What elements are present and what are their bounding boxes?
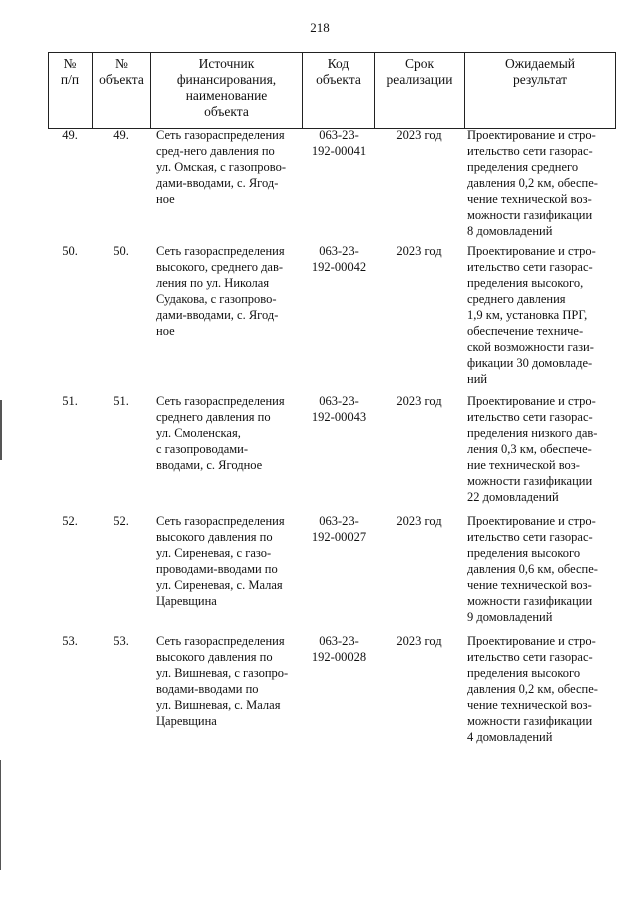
row-code: 063-23- 192-00042 — [311, 244, 367, 274]
row-object: 52. — [113, 514, 129, 528]
row-code: 063-23- 192-00028 — [311, 634, 367, 664]
row-code: 063-23- 192-00043 — [311, 394, 367, 424]
header-object — [92, 53, 150, 128]
header-code — [302, 53, 374, 128]
row-source: Сеть газораспределения высокого давления по ул. Сиреневая, с газо- проводами-вводами по ул. Сиреневая, с. Малая Царевщина — [156, 514, 285, 608]
row-result: Проектирование и стро- ительство сети газорас- пределения высокого давления 0,2 км, обеспе- чение технической воз- можности газификации 4 домовладений — [467, 634, 598, 744]
header-source-text: Источник финансирования, наименование объекта — [176, 56, 277, 119]
row-term: 2023 год — [396, 394, 442, 408]
row-source: Сеть газораспределения сред-него давления по ул. Омская, с газопрово- дами-вводами, с. Ягод- ное — [156, 128, 286, 206]
row-result: Проектирование и стро- ительство сети газорас- пределения высокого давления 0,6 км, обеспе- чение технической воз- можности газификации 9 домовладений — [467, 514, 598, 624]
row-term: 2023 год — [396, 128, 442, 142]
row-object: 53. — [113, 634, 129, 648]
row-object: 50. — [113, 244, 129, 258]
scan-margin-mark — [0, 760, 1, 870]
row-object: 49. — [113, 128, 129, 142]
row-code: 063-23- 192-00041 — [311, 128, 367, 158]
header-term-text: Срок реализации — [386, 56, 453, 87]
table-header — [48, 52, 616, 129]
row-result: Проектирование и стро- ительство сети газорас- пределения низкого дав- ления 0,3 км, обеспече- ние технической воз- можности газификации 22 домовладений — [467, 394, 598, 504]
row-result: Проектирование и стро- ительство сети газорас- пределения среднего давления 0,2 км, обеспе- чение технической воз- можности газификации 8 домовладений — [467, 128, 598, 238]
row-result: Проектирование и стро- ительство сети газорас- пределения высокого, среднего давления 1,9 км, установка ПРГ, обеспечение техниче- ской возможности гази- фикации 30 домовладе- ний — [467, 244, 596, 386]
row-num: 52. — [62, 514, 78, 528]
row-source: Сеть газораспределения высокого, среднего дав- ления по ул. Николая Судакова, с газопрово- дами-вводами, с. Ягод- ное — [156, 244, 285, 338]
row-term: 2023 год — [396, 634, 442, 648]
row-num: 53. — [62, 634, 78, 648]
header-result-text: Ожидаемый результат — [505, 56, 575, 87]
header-term — [374, 53, 464, 128]
header-num-text: № п/п — [60, 56, 80, 87]
row-source: Сеть газораспределения высокого давления по ул. Вишневая, с газопро- водами-вводами по ул. Вишневая, с. Малая Царевщина — [156, 634, 289, 728]
row-code: 063-23- 192-00027 — [311, 514, 367, 544]
row-term: 2023 год — [396, 514, 442, 528]
row-source: Сеть газораспределения среднего давления по ул. Смоленская, с газопроводами- вводами, с. Ягодное — [156, 394, 285, 472]
page-number: 218 — [310, 20, 330, 35]
header-result — [464, 53, 616, 128]
header-source — [150, 53, 302, 128]
header-object-text: № объекта — [99, 56, 144, 87]
header-num — [48, 53, 92, 128]
scan-margin-mark — [0, 400, 2, 460]
row-num: 49. — [62, 128, 78, 142]
row-num: 50. — [62, 244, 78, 258]
row-term: 2023 год — [396, 244, 442, 258]
header-code-text: Код объекта — [316, 56, 361, 87]
row-object: 51. — [113, 394, 129, 408]
row-num: 51. — [62, 394, 78, 408]
